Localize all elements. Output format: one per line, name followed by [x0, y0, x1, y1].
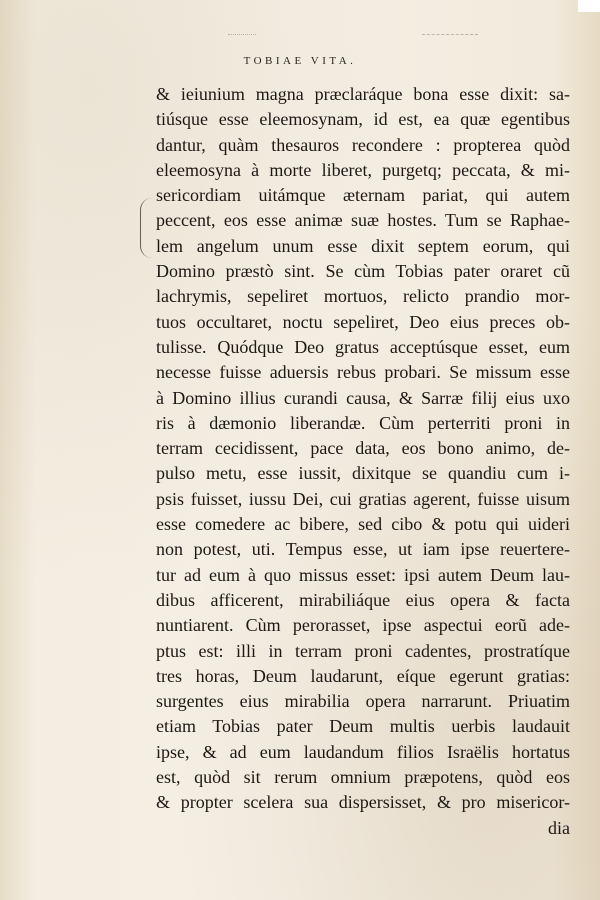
text-line: Domino præstò sint. Se cùm Tobias pater oraret cũ [156, 261, 570, 282]
text-line: pulso metu, esse iussit, dixitque se quandiu cum i- [156, 463, 570, 484]
text-line: tur ad eum à quo missus esset: ipsi autem Deum lau- [156, 564, 570, 585]
text-line: & ieiunium magna præclaráque bona esse dixit: sa- [156, 84, 570, 104]
text-line: surgentes eius mirabilia opera narrarunt. Priuatim [156, 691, 570, 712]
text-line: ptus est: illi in terram proni cadentes, prostratíque [156, 640, 570, 661]
text-line: ris à dæmonio liberandæ. Cùm perterriti proni in [156, 412, 570, 433]
page-edge-mark [578, 0, 600, 12]
text-line: tuos occultaret, noctu sepeliret, Deo eius preces ob- [156, 311, 570, 332]
text-line: dibus afficerent, mirabiliáque eius opera & facta [156, 589, 570, 610]
text-line: non potest, uti. Tempus esse, ut iam ipse reuertere- [156, 539, 570, 560]
running-head: TOBIAE VITA. [243, 55, 357, 67]
text-line: dia [548, 817, 570, 838]
text-line: sericordiam uitámque æternam pariat, qui autem [156, 185, 570, 206]
text-line: & propter scelera sua dispersisset, & pro misericor- [156, 792, 570, 813]
text-line: lem angelum unum esse dixit septem eorum, qui [156, 235, 570, 256]
margin-crease-mark [140, 198, 155, 258]
text-line: est, quòd sit rerum omnium præpotens, quòd eos [156, 767, 570, 788]
body-text [156, 82, 570, 841]
show-through-mark-right [422, 34, 478, 41]
text-line: terram cecidissent, pace data, eos bono animo, de- [156, 438, 570, 459]
text-line: esse comedere ac bibere, sed cibo & potu qui uideri [156, 514, 570, 535]
text-line: ipse, & ad eum laudandum filios Israëlis hortatus [156, 741, 570, 762]
text-line: tres horas, Deum laudarunt, eíque egerunt gratias: [156, 665, 570, 686]
text-line: psis fuisset, iussu Dei, cui gratias agerent, fuisse uisum [156, 488, 570, 509]
text-line: tiúsque esse eleemosynam, id est, ea quæ egentibus [156, 109, 570, 130]
show-through-mark-left [228, 34, 256, 41]
text-line: peccent, eos esse animæ suæ hostes. Tum se Raphae- [156, 210, 570, 231]
text-line: dantur, quàm thesauros recondere : propterea quòd [156, 134, 570, 155]
text-line: eleemosyna à morte liberet, purgetq; peccata, & mi- [156, 159, 570, 180]
text-line: tulisse. Quódque Deo gratus acceptúsque esset, eum [156, 336, 570, 357]
text-line: lachrymis, sepeliret mortuos, relicto prandio mor- [156, 286, 570, 307]
text-line: à Domino illius curandi causa, & Sarræ filij eius uxo [156, 387, 570, 408]
text-line: nuntiarent. Cùm perorasset, ipse aspectui eorũ ade- [156, 615, 570, 636]
text-line: etiam Tobias pater Deum multis uerbis laudauit [156, 716, 570, 737]
text-line: necesse fuisse aduersis rebus probari. Se missum esse [156, 362, 570, 383]
